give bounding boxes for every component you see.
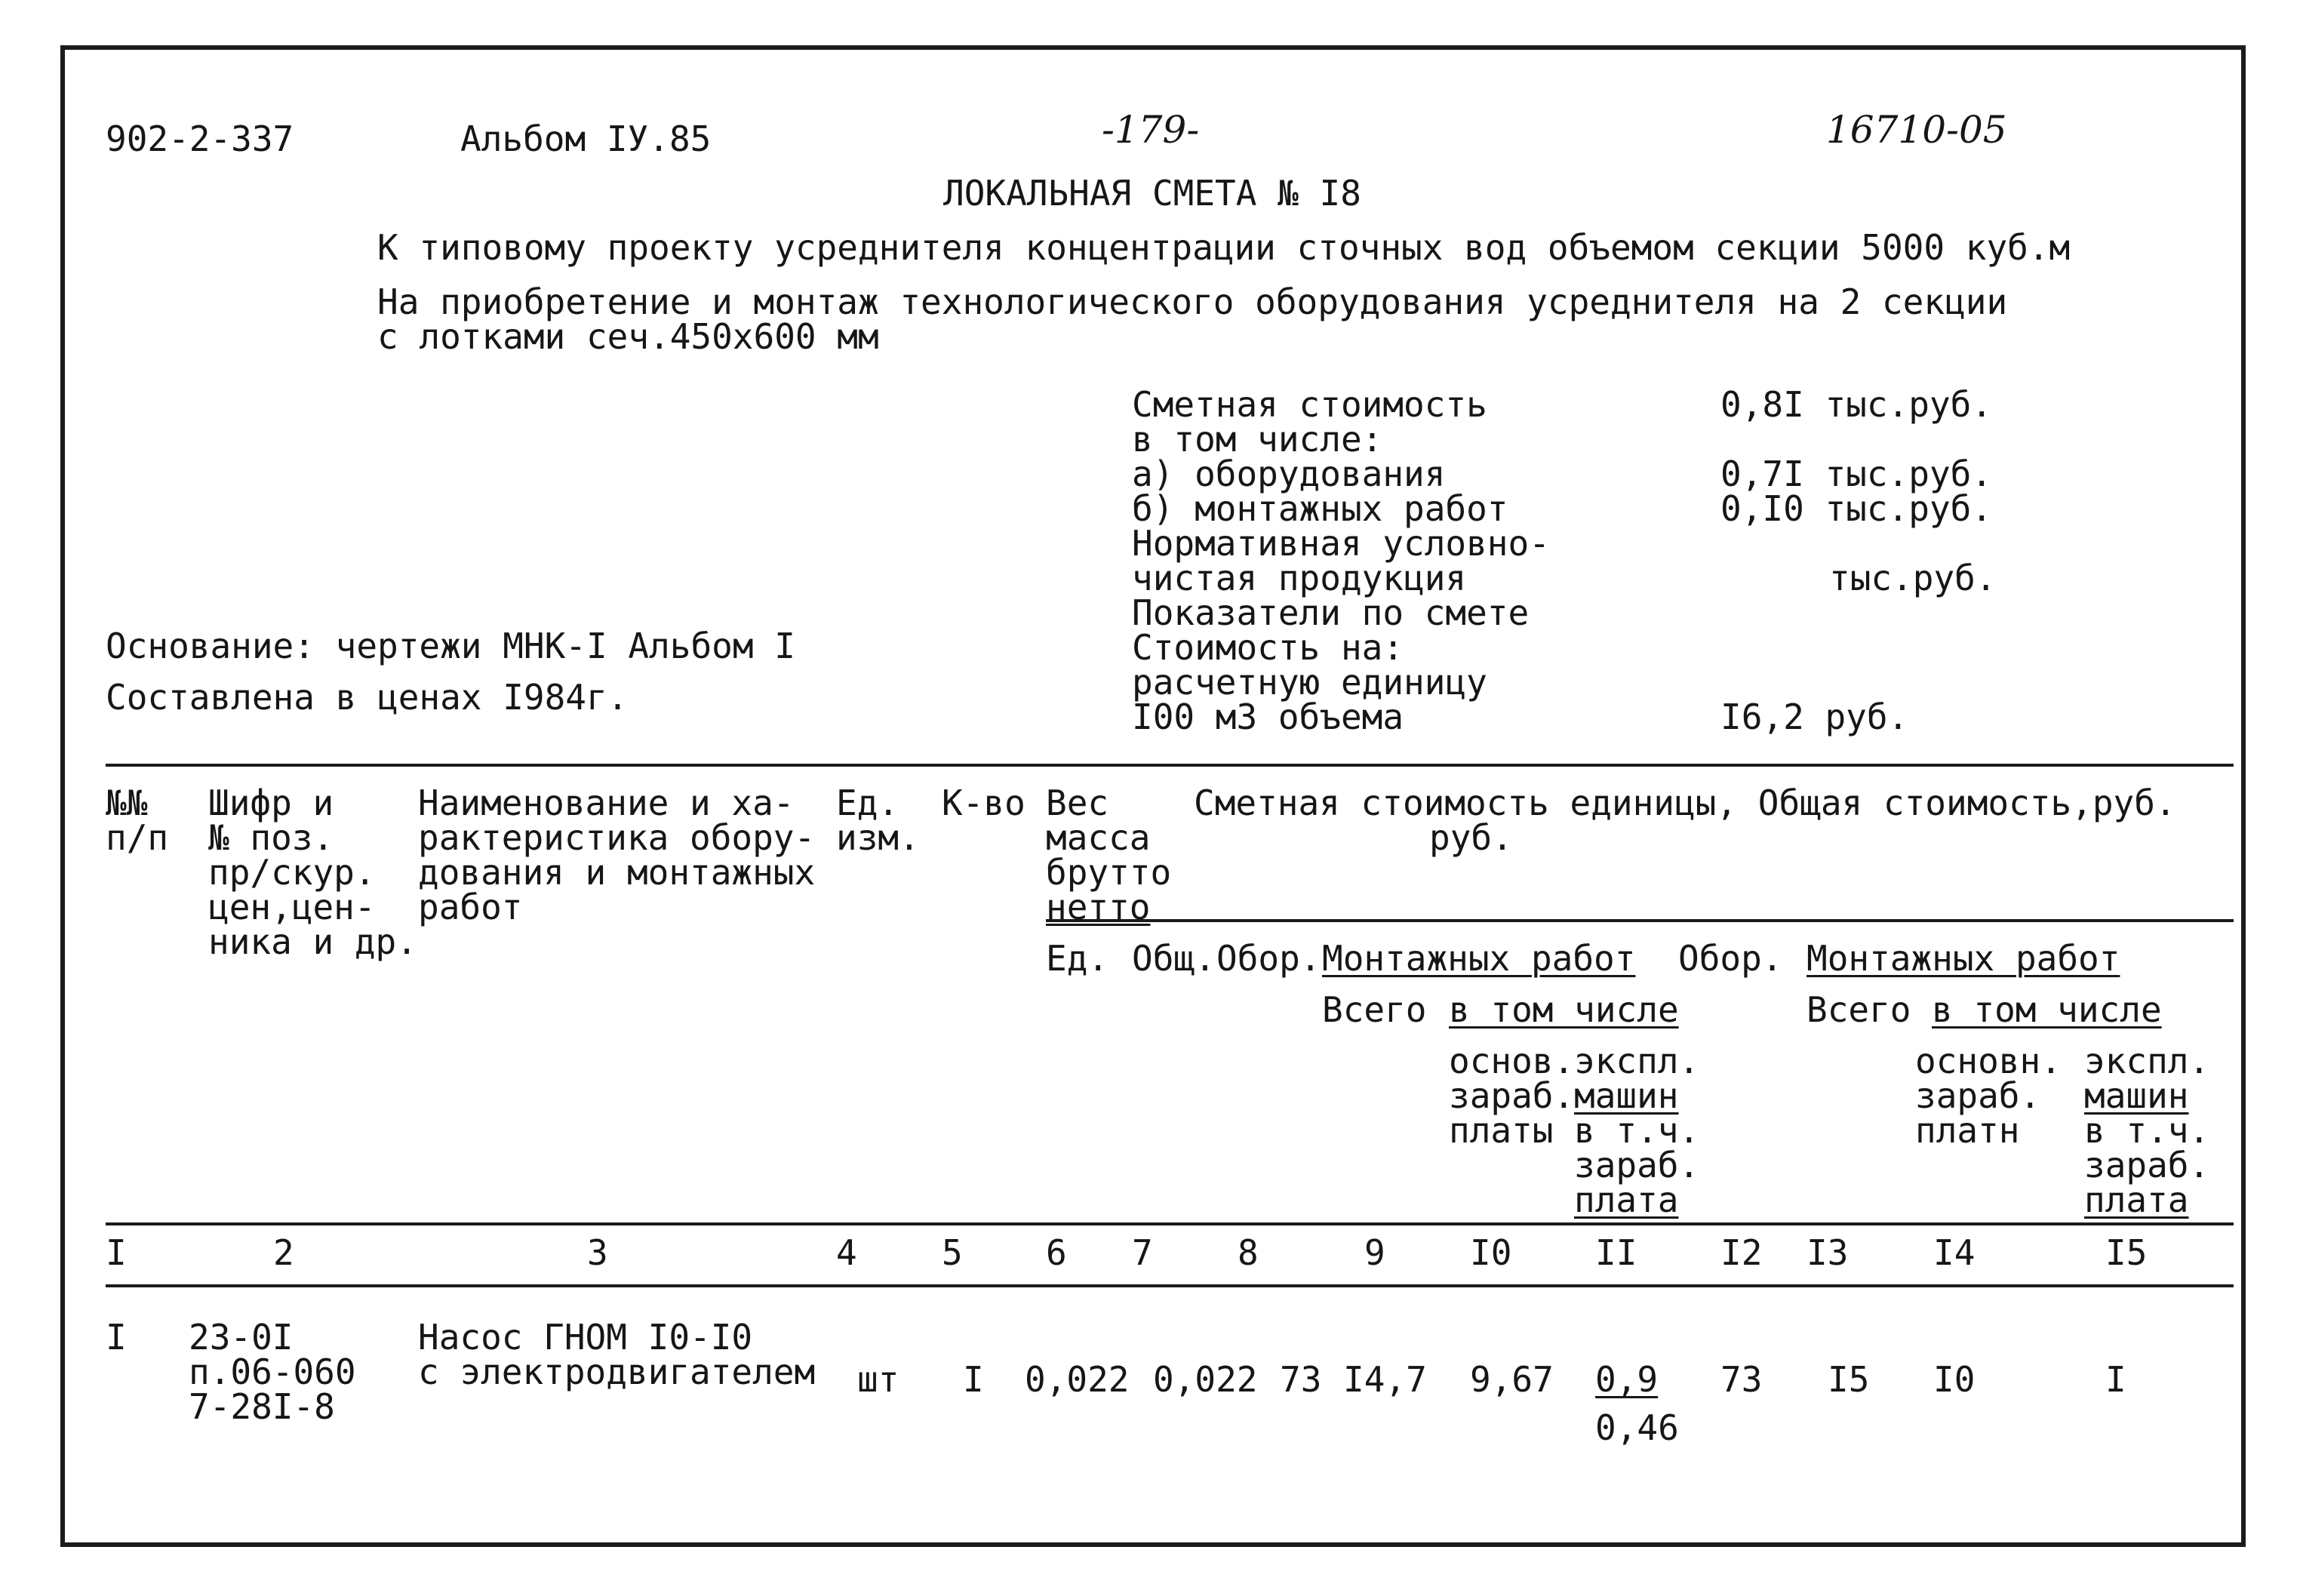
summary-estimated-cost-value: 0,8I тыс.руб.	[1720, 384, 1993, 425]
total-equipment-header: Обор.	[1678, 938, 1783, 979]
col-15-header-b: машин	[2084, 1075, 2189, 1116]
row-number: I	[106, 1317, 127, 1358]
col-6-header-b: масса	[1046, 817, 1151, 858]
col-11-header-c: в т.ч.	[1574, 1110, 1700, 1151]
col-3-header-a: Наименование и ха-	[418, 783, 795, 823]
col-3-header-b: рактеристика обору-	[418, 817, 816, 858]
estimate-price-base: Составлена в ценах I984г.	[106, 677, 629, 718]
col-8-sub-equipment: Обор.	[1216, 938, 1321, 979]
summary-normative: Нормативная условно-	[1132, 523, 1550, 564]
column-number-1: I	[106, 1232, 127, 1273]
column-number-4: 4	[836, 1232, 857, 1273]
row-unit-equipment: 73	[1280, 1359, 1322, 1400]
total-installation-total: Всего	[1806, 989, 1911, 1030]
column-number-9: 9	[1364, 1232, 1385, 1273]
row-unit-base-wages: 9,67	[1470, 1359, 1554, 1400]
column-number-7: 7	[1132, 1232, 1153, 1273]
row-code-1: 23-0I	[189, 1317, 294, 1358]
summary-volume: I00 м3 объема	[1132, 697, 1404, 737]
row-name-1: Насос ГНОМ I0-I0	[418, 1317, 753, 1358]
col-6-header-c: брутто	[1046, 852, 1172, 893]
total-installation-header: Монтажных работ	[1806, 938, 2120, 979]
estimate-title: ЛОКАЛЬНАЯ СМЕТА № I8	[943, 173, 1361, 214]
row-unit-installation-total: I4,7	[1343, 1359, 1427, 1400]
row-unit-machine-operation: 0,9	[1595, 1359, 1659, 1400]
col-15-header-c: в т.ч.	[2084, 1110, 2210, 1151]
summary-net-product: чистая продукция	[1132, 558, 1467, 598]
summary-equipment: а) оборудования	[1132, 454, 1446, 494]
column-number-14: I4	[1933, 1232, 1976, 1273]
summary-volume-value: I6,2 руб.	[1720, 697, 1909, 737]
col-15-header-e: плата	[2084, 1179, 2189, 1220]
column-number-3: 3	[587, 1232, 608, 1273]
col-3-header-c: дования и монтажных	[418, 852, 816, 893]
col-6-header-d: нетто	[1046, 887, 1151, 927]
album-label: Альбом IУ.85	[460, 118, 712, 159]
col-5-header: К-во	[942, 783, 1025, 823]
total-installation-including: в том числе	[1932, 989, 2162, 1030]
unit-installation-total: Всего	[1322, 989, 1427, 1030]
col-10-header-b: зараб.	[1449, 1075, 1575, 1116]
summary-installation: б) монтажных работ	[1132, 488, 1508, 529]
row-total-base-wages: I0	[1933, 1359, 1976, 1400]
estimate-basis: Основание: чертежи МНК-I Альбом I	[106, 626, 795, 666]
row-unit: шт	[857, 1359, 899, 1400]
col-14-header-b: зараб.	[1915, 1075, 2041, 1116]
summary-indicators: Показатели по смете	[1132, 592, 1530, 633]
row-weight-net: 0,022	[1153, 1359, 1258, 1400]
row-total-installation: I5	[1828, 1359, 1870, 1400]
column-number-10: I0	[1470, 1232, 1512, 1273]
summary-including: в том числе:	[1132, 419, 1383, 460]
column-number-15: I5	[2105, 1232, 2148, 1273]
row-weight-gross: 0,022	[1025, 1359, 1130, 1400]
col-11-header-e: плата	[1574, 1179, 1679, 1220]
document-code: 16710-05	[1826, 108, 2007, 152]
col-1-header-a: №№	[106, 783, 148, 823]
col-6-sub-unit: Ед.	[1046, 938, 1109, 979]
column-number-11: II	[1595, 1232, 1637, 1273]
summary-net-product-value: тыс.руб.	[1829, 558, 1997, 598]
summary-unit: расчетную единицу	[1132, 662, 1487, 703]
col-4-header-a: Ед.	[836, 783, 899, 823]
table-top-rule	[106, 764, 2234, 767]
doc-number: 902-2-337	[106, 118, 294, 159]
estimate-subtitle-3: с лотками сеч.450х600 мм	[377, 316, 879, 357]
col-7-sub-total: Общ.	[1132, 938, 1216, 979]
col-6-header-a: Вес	[1046, 783, 1109, 823]
row-unit-machine-wages: 0,46	[1595, 1407, 1679, 1448]
col-15-header-d: зараб.	[2084, 1145, 2210, 1185]
summary-installation-value: 0,I0 тыс.руб.	[1720, 488, 1993, 529]
unit-installation-header: Монтажных работ	[1322, 938, 1636, 979]
col-2-header-e: ника и др.	[208, 921, 417, 962]
cost-header-title: Сметная стоимость единицы, Общая стоимость,руб.	[1194, 783, 2176, 823]
column-numbers-rule	[106, 1284, 2234, 1287]
col-10-header-a: основ.	[1449, 1041, 1575, 1081]
col-3-header-d: работ	[418, 887, 523, 927]
column-number-12: I2	[1720, 1232, 1763, 1273]
column-number-6: 6	[1046, 1232, 1067, 1273]
col-11-header-b: машин	[1574, 1075, 1679, 1116]
summary-equipment-value: 0,7I тыс.руб.	[1720, 454, 1993, 494]
row-total-equipment: 73	[1720, 1359, 1763, 1400]
col-2-header-a: Шифр и	[208, 783, 334, 823]
row-total-machine-operation: I	[2105, 1359, 2126, 1400]
page-number: -179-	[1102, 108, 1200, 152]
col-2-header-b: № поз.	[208, 817, 334, 858]
column-number-13: I3	[1806, 1232, 1849, 1273]
header-bottom-rule	[106, 1222, 2234, 1225]
cost-header-unit: руб.	[1429, 817, 1513, 858]
row-code-2: п.06-060	[189, 1352, 356, 1392]
estimate-subtitle-2: На приобретение и монтаж технологического оборудования усреднителя на 2 секции	[377, 281, 2008, 322]
col-4-header-b: изм.	[836, 817, 920, 858]
row-name-2: с электродвигателем	[418, 1352, 816, 1392]
col-15-header-a: экспл.	[2084, 1041, 2210, 1081]
column-number-5: 5	[942, 1232, 963, 1273]
summary-estimated-cost: Сметная стоимость	[1132, 384, 1487, 425]
column-number-2: 2	[273, 1232, 294, 1273]
estimate-subtitle-1: К типовому проекту усреднителя концентрации сточных вод объемом секции 5000 куб.м	[377, 227, 2071, 268]
column-number-8: 8	[1238, 1232, 1259, 1273]
col-2-header-c: пр/скур.	[208, 852, 376, 893]
cost-header-rule	[1046, 919, 2234, 922]
row-quantity: I	[963, 1359, 984, 1400]
col-2-header-d: цен,цен-	[208, 887, 376, 927]
col-1-header-b: п/п	[106, 817, 169, 858]
col-10-header-c: платы	[1449, 1110, 1554, 1151]
col-11-header-d: зараб.	[1574, 1145, 1700, 1185]
col-11-header-a: экспл.	[1574, 1041, 1700, 1081]
row-code-3: 7-28I-8	[189, 1386, 335, 1427]
unit-installation-including: в том числе	[1449, 989, 1679, 1030]
col-14-header-a: основн.	[1915, 1041, 2062, 1081]
summary-cost-for: Стоимость на:	[1132, 627, 1404, 668]
col-14-header-c: платн	[1915, 1110, 2020, 1151]
